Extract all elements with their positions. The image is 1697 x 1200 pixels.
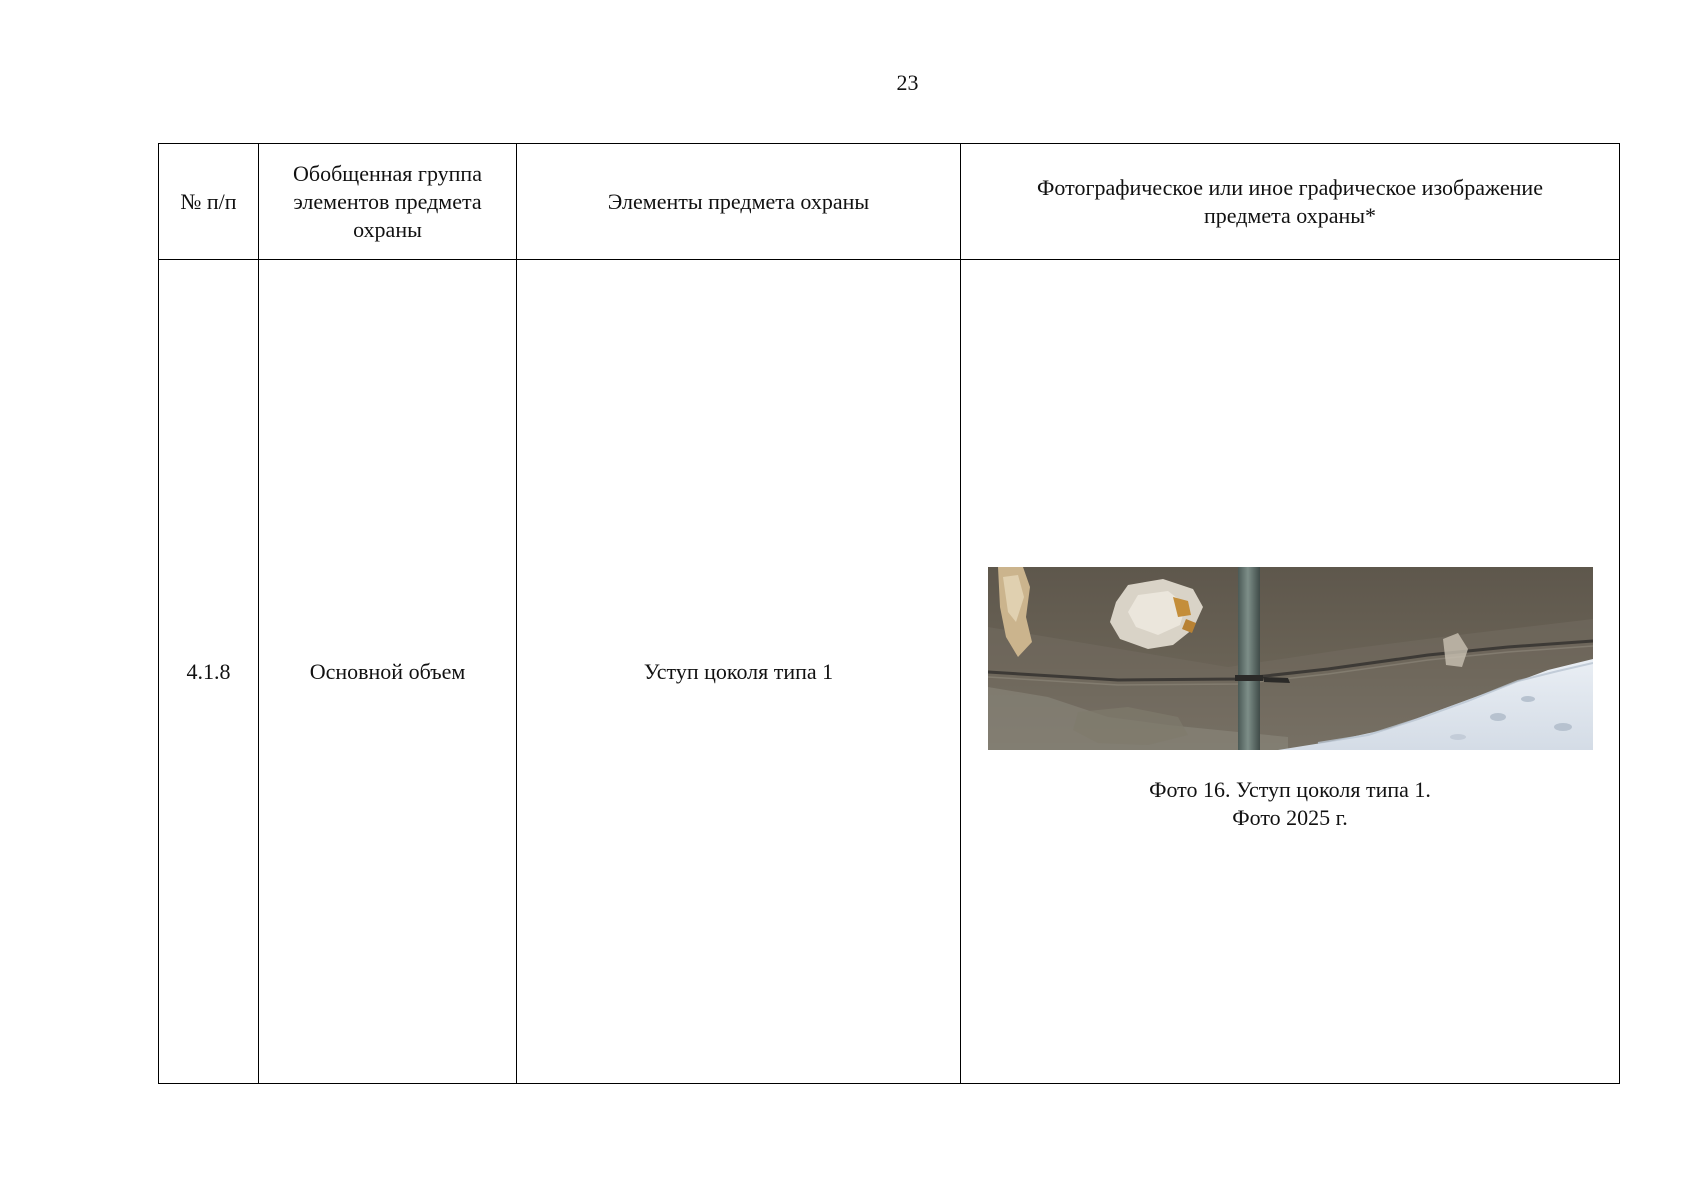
- row-number: 4.1.8: [159, 260, 259, 1084]
- photo-caption-line-1: Фото 16. Уступ цоколя типа 1.: [1149, 777, 1431, 802]
- header-number: № п/п: [159, 144, 259, 260]
- row-group: Основной объем: [259, 260, 517, 1084]
- photo-caption: [961, 776, 1619, 832]
- table-row: [159, 260, 1620, 1084]
- table-header-row: [159, 144, 1620, 260]
- page-number: 23: [896, 70, 919, 95]
- row-element: Уступ цоколя типа 1: [517, 260, 961, 1084]
- plinth-wall-image: [988, 567, 1593, 750]
- plinth-ledge-photo: [988, 567, 1593, 750]
- row-photo-cell: [961, 260, 1620, 1084]
- header-group: Обобщенная группа элементов предмета охраны: [259, 144, 517, 260]
- header-image: Фотографическое или иное графическое изображение предмета охраны*: [961, 144, 1620, 260]
- photo-caption-line-2: Фото 2025 г.: [1232, 805, 1348, 830]
- protection-elements-table: [158, 143, 1620, 1084]
- header-elements: Элементы предмета охраны: [517, 144, 961, 260]
